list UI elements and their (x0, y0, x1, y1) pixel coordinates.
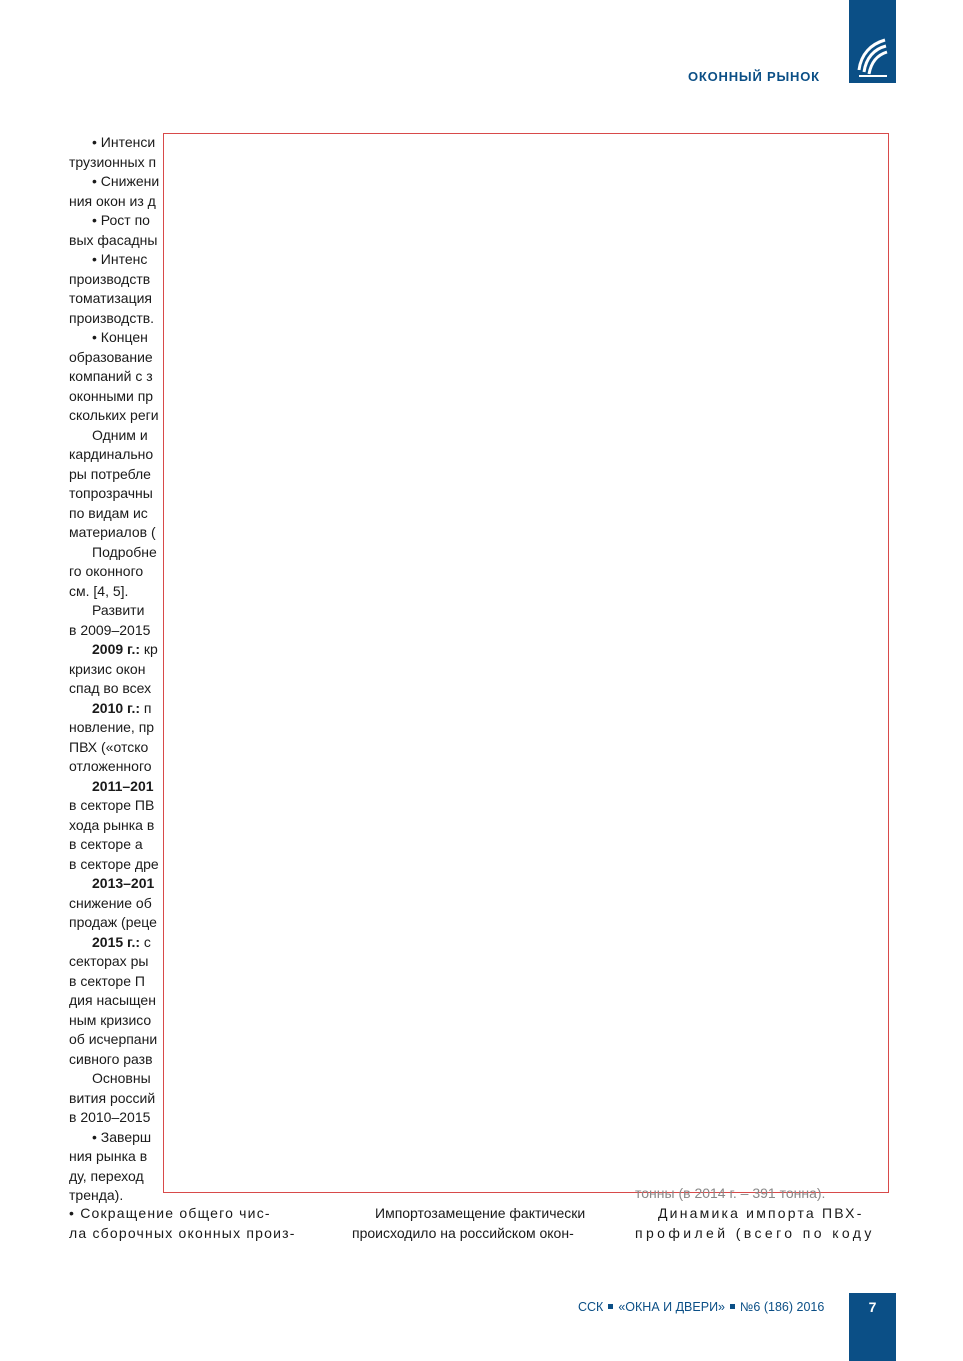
text-line: оконными пр (69, 387, 154, 404)
text-line: • Интенси (92, 134, 156, 150)
bold-year-label: 2009 г.: (92, 641, 141, 657)
text-line: происходило на российском окон- (352, 1225, 574, 1241)
text-line: скольких реги (69, 407, 159, 423)
text-line: производств (69, 270, 151, 287)
text-line: • Рост по (92, 212, 150, 228)
text-line: спад во всех (69, 680, 152, 696)
text-line (92, 933, 151, 952)
line-text: с (140, 933, 151, 950)
text-line: сивного разв (69, 1050, 153, 1067)
text-line: топрозрачны (69, 485, 153, 501)
footer-journal-name: ССК (578, 1300, 604, 1314)
text-line: Подробне (92, 543, 157, 560)
text-line: • Сокращение общего чис- (69, 1205, 271, 1221)
text-line: новление, пр (69, 719, 155, 735)
text-line (92, 640, 158, 659)
magazine-logo-icon (855, 36, 889, 78)
section-title: ОКОННЫЙ РЫНОК (688, 69, 820, 84)
bottom-column-2 (352, 1203, 614, 1243)
text-line: ры потребле (69, 465, 151, 482)
bottom-column-1 (69, 1203, 331, 1243)
text-line: Основны (92, 1070, 151, 1086)
bottom-column-3 (635, 1183, 897, 1243)
footer-journal-title: «ОКНА И ДВЕРИ» (618, 1300, 726, 1314)
text-line: в 2010–2015 (69, 1109, 151, 1125)
figure-placeholder-frame (163, 133, 889, 1193)
text-line: материалов ( (69, 524, 156, 540)
text-line: Импортозамещение фактически (375, 1205, 586, 1221)
line-text: п (140, 699, 152, 716)
text-line (92, 699, 152, 718)
text-line: об исчерпани (69, 1031, 158, 1047)
text-line: компаний с з (69, 368, 153, 384)
text-line: отложенного (69, 758, 152, 774)
text-line: вития россий (69, 1089, 156, 1106)
text-line: томатизация (69, 290, 153, 306)
text-line: в секторе ПВ (69, 797, 155, 813)
separator-square-icon (608, 1304, 613, 1309)
text-line: ла сборочных оконных произ- (69, 1225, 296, 1241)
page-number: 7 (868, 1299, 877, 1315)
text-line: в 2009–2015 (69, 621, 151, 638)
footer-journal (578, 1300, 824, 1314)
text-line: го оконного (69, 563, 144, 579)
text-line-partial: тонны (в 2014 г. – 391 тонна). (635, 1185, 826, 1201)
bold-year-label: 2013–201 (92, 875, 155, 891)
text-line: тренда). (69, 1187, 124, 1203)
text-line: • Интенс (92, 251, 148, 267)
text-line: Развити (92, 602, 145, 618)
text-line: ния окон из д (69, 192, 156, 209)
page-number-tab (849, 1293, 896, 1361)
text-line: кардинально (69, 446, 154, 462)
text-line: ПВХ («отско (69, 738, 149, 755)
text-line: профилей (всего по коду (635, 1225, 875, 1241)
text-line: см. [4, 5]. (69, 582, 129, 599)
text-line (92, 777, 154, 796)
footer-issue: №6 (186) 2016 (740, 1300, 825, 1314)
text-line: по видам ис (69, 504, 148, 521)
text-line: в секторе а (69, 836, 143, 852)
text-line: ния рынка в (69, 1148, 148, 1164)
text-line: ным кризисо (69, 1011, 152, 1028)
bold-year-label: 2011–201 (92, 777, 154, 794)
line-text: кр (140, 641, 158, 657)
text-line: Динамика импорта ПВХ- (658, 1205, 864, 1221)
text-line: дия насыщен (69, 992, 156, 1008)
bold-year-label: 2015 г.: (92, 933, 141, 950)
header-corner-tab (849, 0, 896, 83)
separator-square-icon (730, 1304, 735, 1309)
text-line: в секторе П (69, 972, 145, 989)
text-line: хода рынка в (69, 816, 155, 833)
text-line: • Заверш (92, 1128, 152, 1145)
text-line: трузионных п (69, 153, 157, 170)
text-line: производств. (69, 309, 155, 326)
text-line: в секторе дре (69, 855, 159, 872)
text-line: • Снижени (92, 173, 160, 189)
text-line: • Концен (92, 329, 148, 345)
text-line: продаж (реце (69, 914, 157, 930)
text-line: секторах ры (69, 953, 149, 969)
bold-year-label: 2010 г.: (92, 699, 141, 716)
text-line: ду, переход (69, 1167, 144, 1184)
text-line: Одним и (92, 426, 148, 443)
text-line: кризис окон (69, 660, 146, 677)
text-line: снижение об (69, 894, 152, 911)
text-line: вых фасадны (69, 231, 158, 248)
text-line: образование (69, 348, 153, 365)
text-line (92, 874, 154, 893)
